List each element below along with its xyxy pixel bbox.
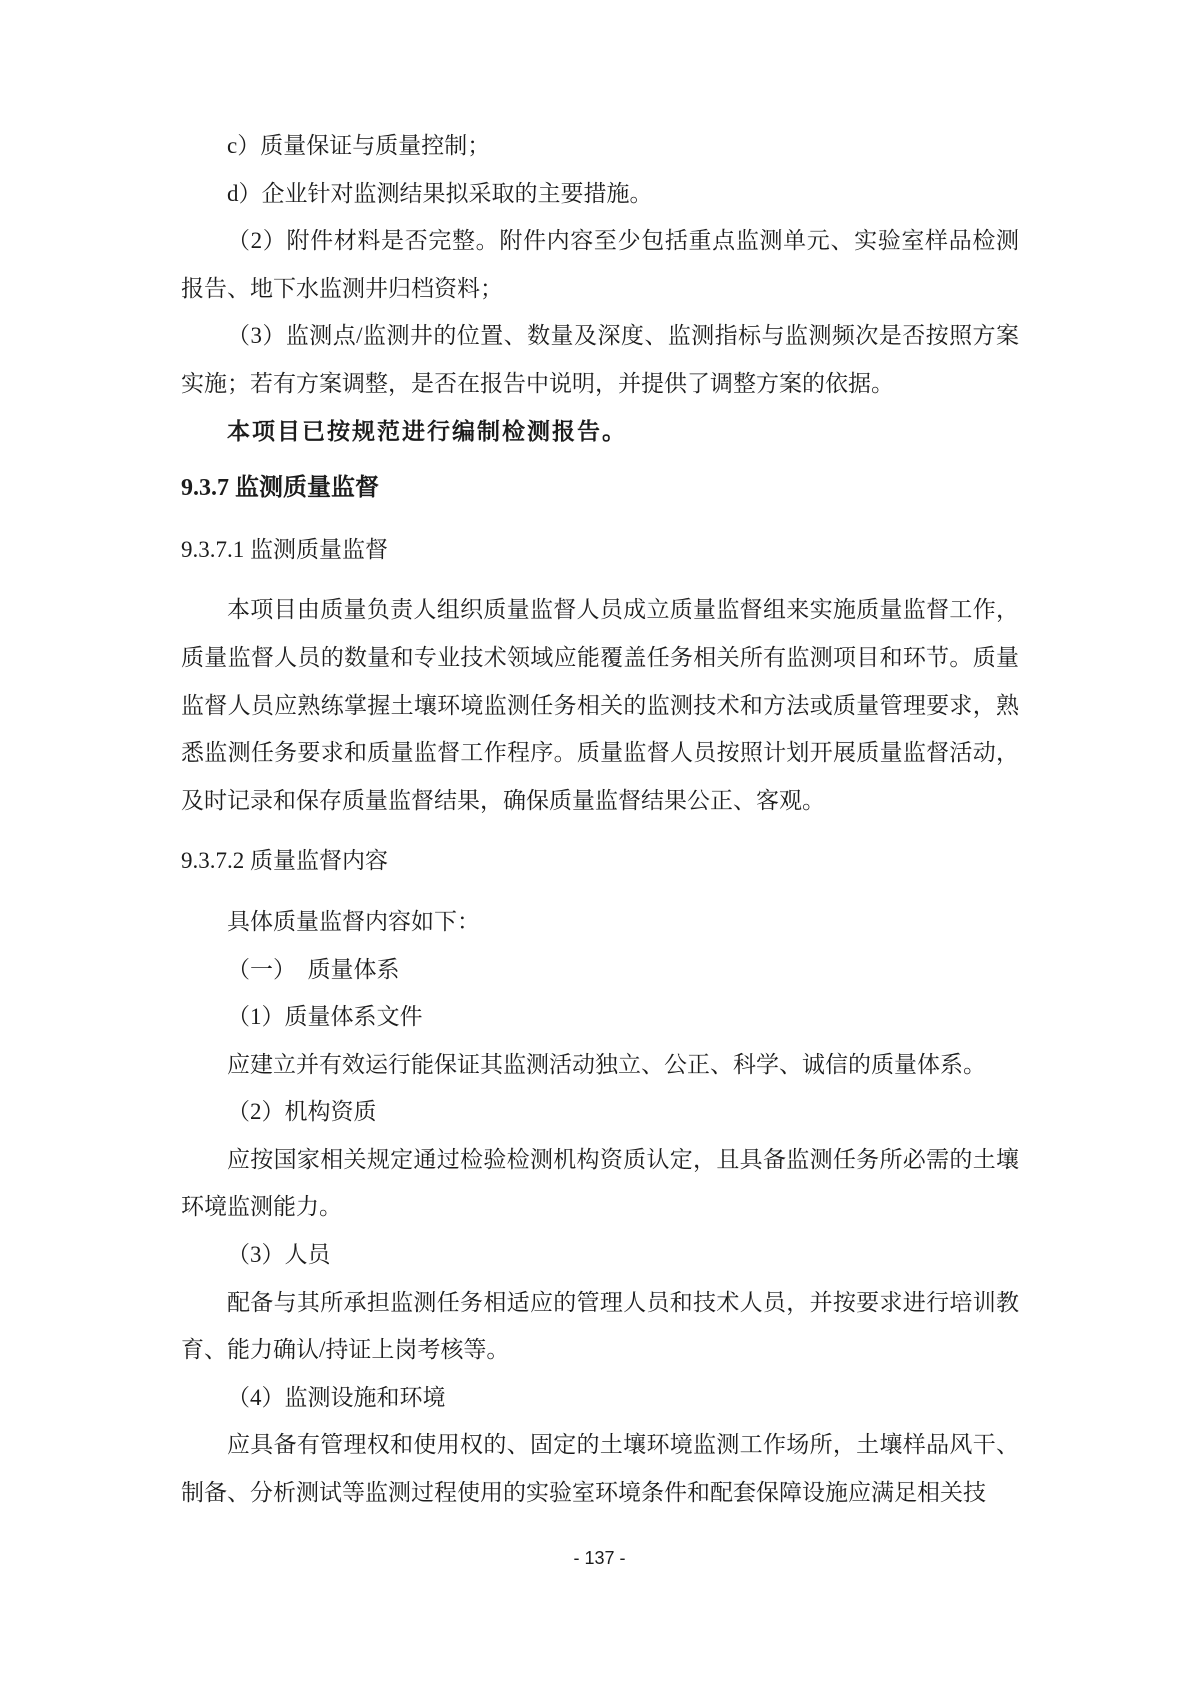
subsection-heading-9-3-7-2: 9.3.7.2 质量监督内容 [181, 848, 388, 874]
page-number: - 137 - [573, 1548, 626, 1568]
conclusion-statement: 本项目已按规范进行编制检测报告。 [227, 418, 627, 444]
list-item-one-quality-system: （一） 质量体系 [227, 956, 400, 982]
numbered-item-3-monitoring-points: （3）监测点/监测井的位置、数量及深度、监测指标与监测频次是否按照方案实施；若有方案调整，是否在报告中说明，并提供了调整方案的依据。 [181, 323, 1019, 396]
sub-item-4-facilities: （4）监测设施和环境 [227, 1384, 446, 1410]
sub-item-1-quality-documents: （1）质量体系文件 [227, 1004, 423, 1030]
list-item-d: d）企业针对监测结果拟采取的主要措施。 [227, 180, 653, 206]
paragraph-facilities: 应具备有管理权和使用权的、固定的土壤环境监测工作场所，土壤样品风干、制备、分析测试等监测过程使用的实验室环境条件和配套保障设施应满足相关技 [181, 1432, 1019, 1506]
paragraph-quality-system: 应建立并有效运行能保证其监测活动独立、公正、科学、诚信的质量体系。 [227, 1051, 986, 1077]
paragraph-content-intro: 具体质量监督内容如下： [227, 908, 480, 934]
paragraph-personnel: 配备与其所承担监测任务相适应的管理人员和技术人员，并按要求进行培训教育、能力确认/持证上岗考核等。 [181, 1289, 1019, 1363]
paragraph-qualification: 应按国家相关规定通过检验检测机构资质认定，且具备监测任务所必需的土壤环境监测能力。 [181, 1146, 1019, 1220]
sub-item-2-qualification: （2）机构资质 [227, 1099, 377, 1125]
section-heading-9-3-7: 9.3.7 监测质量监督 [181, 475, 379, 502]
subsection-heading-9-3-7-1: 9.3.7.1 监测质量监督 [181, 536, 388, 562]
list-item-c: c）质量保证与质量控制； [227, 133, 491, 158]
sub-item-3-personnel: （3）人员 [227, 1242, 331, 1268]
paragraph-quality-supervision: 本项目由质量负责人组织质量监督人员成立质量监督组来实施质量监督工作，质量监督人员的数量和专业技术领域应能覆盖任务相关所有监测项目和环节。质量监督人员应熟练掌握土壤环境监测任务相关的监测技术和方法或质量管理要求，熟悉监测任务要求和质量监督工作程序。质量监督人员按照计划开展质量监督活动，及时记录和保存质量监督结果，确保质量监督结果公正、客观。 [181, 597, 1019, 813]
numbered-item-2-attachments: （2）附件材料是否完整。附件内容至少包括重点监测单元、实验室样品检测报告、地下水监测井归档资料； [181, 228, 1019, 301]
document-body [181, 122, 1019, 1517]
